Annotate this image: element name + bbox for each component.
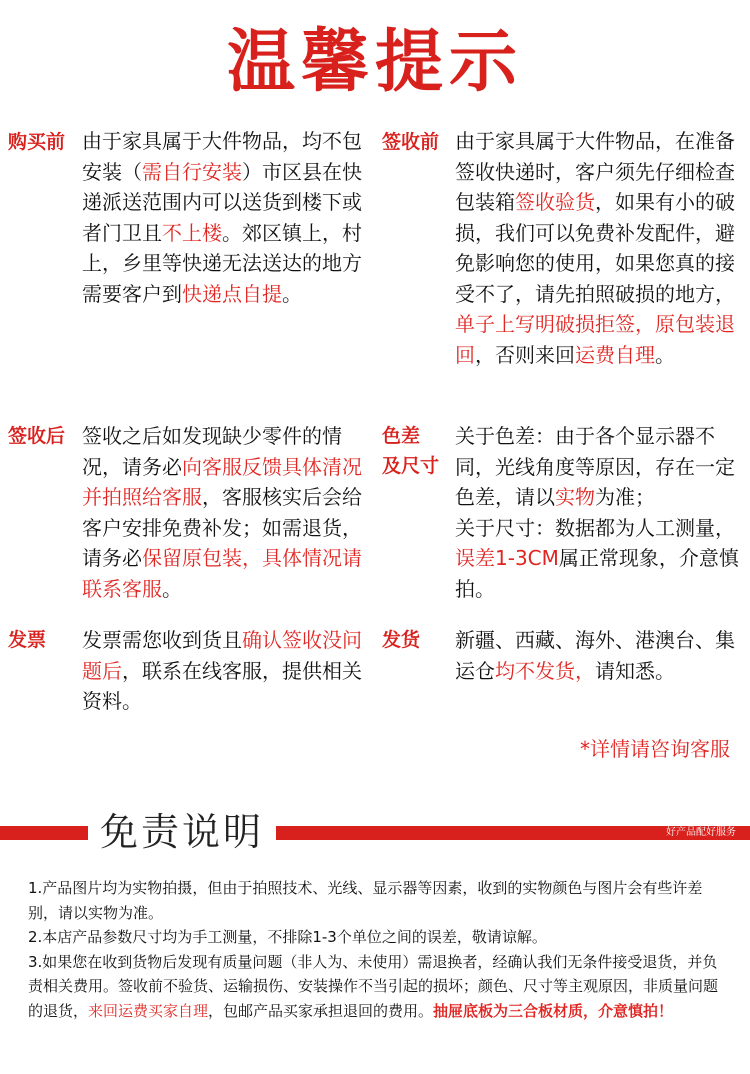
color-size-text: 关于色差：由于各个显示器不同，光线角度等原因，存在一定色差，请以实物为准； 关于尺寸：数据都为人工测量，误差1-3CM属正常现象，介意慎拍。 [455,424,739,601]
page-title: 温馨提示 [226,23,523,102]
disclaimer-item-1: 1.产品图片均为实物拍摄，但由于拍照技术、光线、显示器等因素，收到的实物颜色与图片会有些许差别，请以实物为准。 [28,879,703,922]
header-bar-left [0,826,88,840]
before-purchase-label: 购买前 [8,131,66,153]
disclaimer-item-3: 3.如果您在收到货物后发现有质量问题（非人为、未使用）需退换者，经确认我们无条件接受退货，并负责相关费用。签收前不验货、运输损伤、安装操作不当引起的损坏；颜色、尺寸等主观原因，非质量问题的退货，来回运费买家自理，包邮产品买家承担退回的费用。抽屉底板为三合板材质，介意慎拍！ [28,952,719,1020]
shipping-text: 新疆、西藏、海外、港澳台、集运仓均不发货，请知悉。 [455,628,735,683]
before-sign-text: 由于家具属于大件物品，在准备签收快递时，客户须先仔细检查包装箱签收验货，如果有小的破损，我们可以免费补发配件，避免影响您的使用，如果您真的接受不了，请先拍照破损的地方，单子上写明破损拒签，原包装退回，否则来回运费自理。 [455,129,735,367]
slogan: 好产品配好服务 [666,827,736,838]
disclaimer-title: 免责说明 [100,810,265,854]
after-sign-label: 签收后 [8,425,66,447]
before-purchase-text: 由于家具属于大件物品，均不包安装（需自行安装）市区县在快递派送范围内可以送货到楼下或者门卫且不上楼。郊区镇上，村上，乡里等快递无法送达的地方需要客户到快递点自提。 [82,129,362,306]
before-sign-label: 签收前 [382,131,440,153]
disclaimer-text [28,876,728,1023]
disclaimer-item-2: 2.本店产品参数尺寸均为手工测量，不排除1-3个单位之间的误差，敬请谅解。 [28,928,547,946]
color-size-label: 色差 及尺寸 [382,425,440,477]
header-bar-right [276,826,750,840]
invoice-label: 发票 [8,629,47,651]
shipping-label: 发货 [382,629,421,651]
invoice-text: 发票需您收到货且确认签收没问题后，联系在线客服，提供相关资料。 [82,628,362,713]
consult-note: *详情请咨询客服 [580,737,730,761]
after-sign-text: 签收之后如发现缺少零件的情况，请务必向客服反馈具体清况并拍照给客服，客服核实后会给客户安排免费补发；如需退货，请务必保留原包装，具体情况请联系客服。 [82,424,362,601]
